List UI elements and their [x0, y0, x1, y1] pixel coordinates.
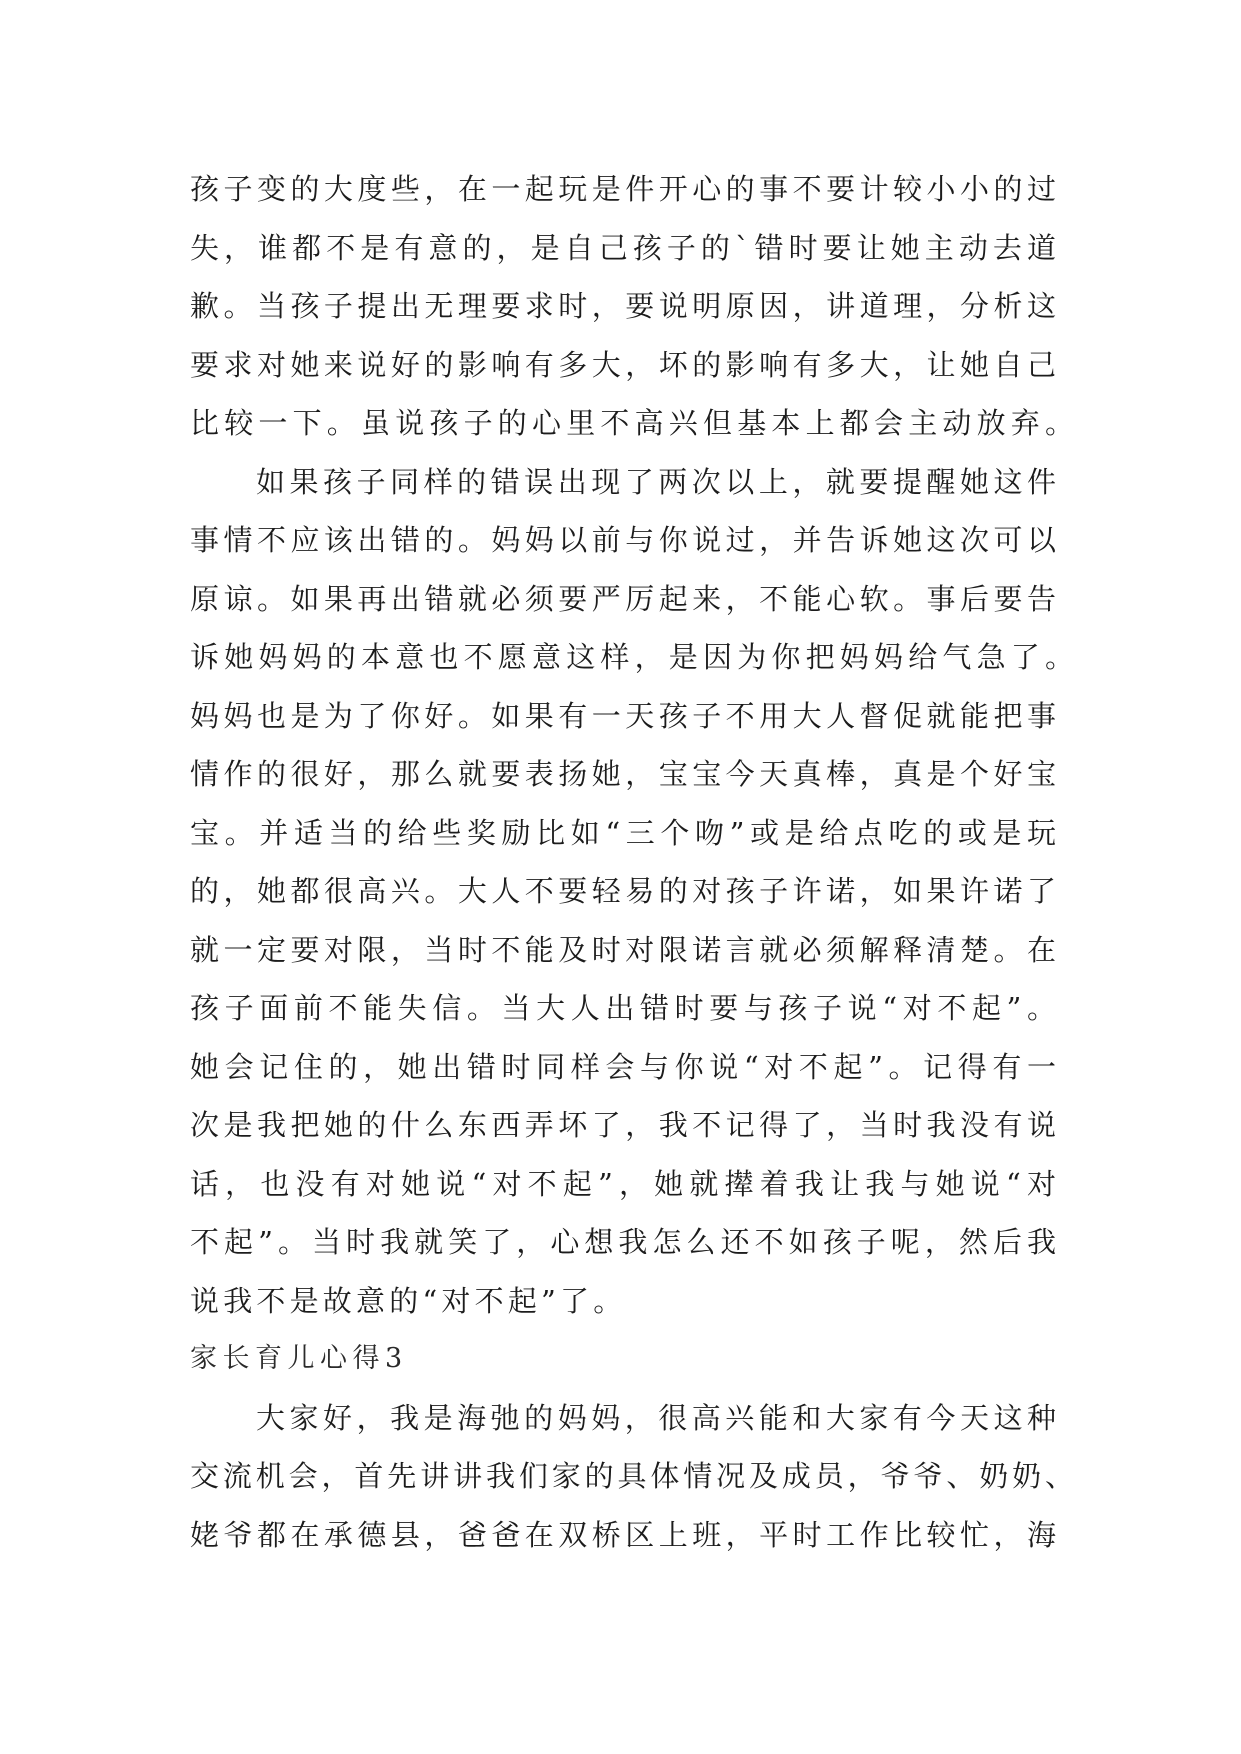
paragraph — [190, 453, 1074, 1331]
text-line: 宝。并适当的给些奖励比如“三个吻”或是给点吃的或是玩 — [190, 815, 1056, 850]
text-line: 事情不应该出错的。妈妈以前与你说过，并告诉她这次可以 — [190, 523, 1056, 557]
text-line: 不起”。当时我就笑了，心想我怎么还不如孩子呢，然后我 — [190, 1225, 1056, 1259]
text-line: 比较一下。虽说孩子的心里不高兴但基本上都会主动放弃。 — [190, 406, 1074, 440]
text-line: 歉。当孩子提出无理要求时，要说明原因，讲道理，分析这 — [190, 289, 1056, 323]
text-line: 话，也没有对她说“对不起”，她就撵着我让我与她说“对 — [190, 1166, 1056, 1201]
text-line: 次是我把她的什么东西弄坏了，我不记得了，当时我没有说 — [190, 1108, 1056, 1142]
text-line: 孩子面前不能失信。当大人出错时要与孩子说“对不起”。 — [190, 991, 1056, 1025]
text-line: 姥爷都在承德县，爸爸在双桥区上班，平时工作比较忙，海 — [190, 1517, 1056, 1552]
text-line: 如果孩子同样的错误出现了两次以上，就要提醒她这件 — [256, 464, 1056, 499]
document-body — [190, 160, 1074, 1564]
text-line: 失，谁都不是有意的，是自己孩子的`错时要让她主动去道 — [190, 230, 1056, 265]
section-heading: 家长育儿心得3 — [190, 1343, 408, 1374]
text-line: 原谅。如果再出错就必须要严厉起来，不能心软。事后要告 — [190, 581, 1056, 616]
text-line: 孩子变的大度些，在一起玩是件开心的事不要计较小小的过 — [190, 172, 1056, 206]
text-line: 她会记住的，她出错时同样会与你说“对不起”。记得有一 — [190, 1049, 1056, 1084]
text-line: 情作的很好，那么就要表扬她，宝宝今天真棒，真是个好宝 — [190, 757, 1056, 791]
paragraph — [190, 1389, 1074, 1565]
text-line: 妈妈也是为了你好。如果有一天孩子不用大人督促就能把事 — [190, 698, 1056, 733]
text-line: 说我不是故意的“对不起”了。 — [190, 1283, 627, 1318]
text-line: 交流机会，首先讲讲我们家的具体情况及成员，爷爷、奶奶、 — [190, 1459, 1074, 1493]
text-line: 要求对她来说好的影响有多大，坏的影响有多大，让她自己 — [190, 347, 1056, 382]
text-line: 就一定要对限，当时不能及时对限诺言就必须解释清楚。在 — [190, 932, 1056, 967]
text-line: 大家好，我是海弛的妈妈，很高兴能和大家有今天这种 — [256, 1400, 1056, 1435]
paragraph-continued — [190, 160, 1074, 453]
text-line: 的，她都很高兴。大人不要轻易的对孩子许诺，如果许诺了 — [190, 874, 1056, 908]
text-line: 诉她妈妈的本意也不愿意这样，是因为你把妈妈给气急了。 — [190, 640, 1074, 674]
